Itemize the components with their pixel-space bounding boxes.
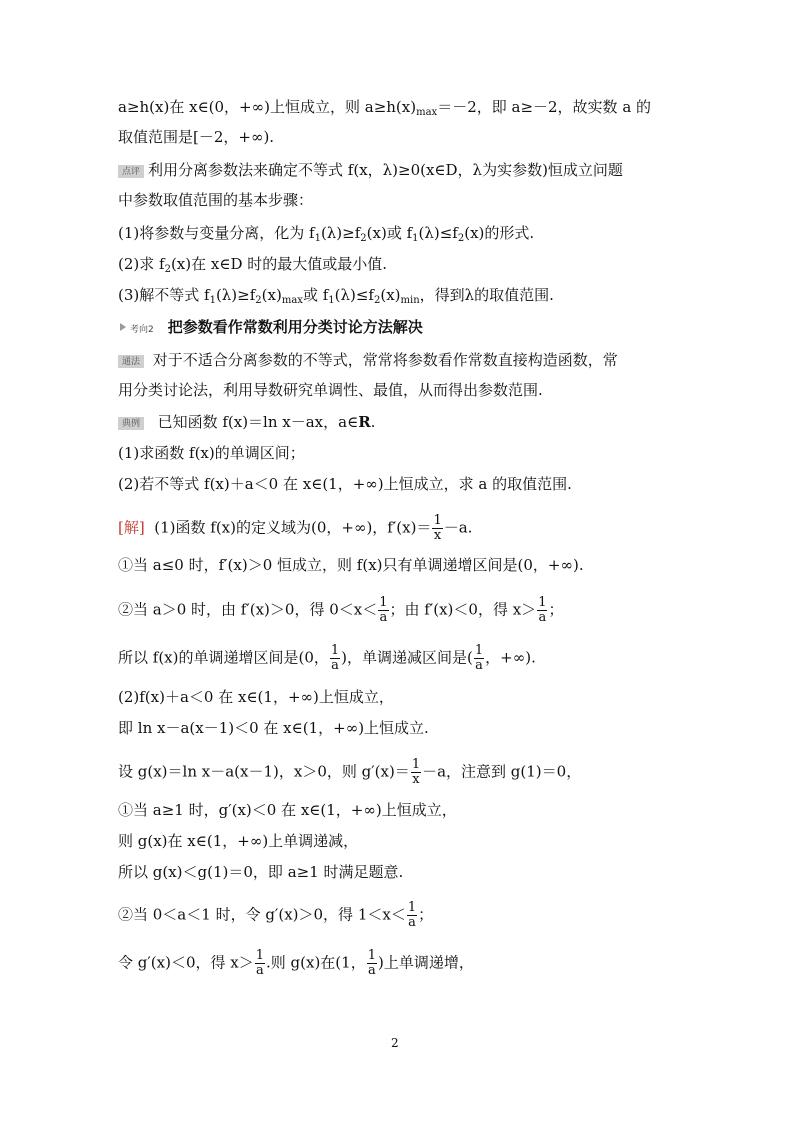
fraction: $\frac{1}{a}$ [538,595,547,625]
fraction: $\frac{1}{a}$ [330,643,340,673]
solution-line: [解] (1)函数 f(x)的定义域为(0，+∞)，f′(x)＝ $\frac{1}{x}$ －a. [118,513,473,543]
fraction: $\frac{1}{a}$ [474,643,484,673]
fraction: $\frac{1}{x}$ [433,513,442,543]
question-2: (2)若不等式 f(x)＋a＜0 在 x∈(1，+∞)上恒成立，求 a 的取值范围. [118,475,572,493]
solution-line: 令 g′(x)＜0，得 x＞ $\frac{1}{a}$ .则 g(x)在(1， $\frac{1}{a}$ )上单调递增， [118,948,474,978]
solution-line: 则 g(x)在 x∈(1，+∞)上单调递减， [118,832,359,850]
solution-line: ①当 a≤0 时，f′(x)＞0 恒成立，则 f(x)只有单调递增区间是(0，+∞). [118,556,584,574]
fraction: $\frac{1}{a}$ [367,948,376,978]
example-line: 典例 已知函数 f(x)＝ln x－ax，a∈R. [118,412,375,432]
solution-line: ①当 a≥1 时，g′(x)＜0 在 x∈(1，+∞)上恒成立， [118,801,457,819]
tongfa-tag: 通法 [118,355,144,368]
solution-line: ②当 a＞0 时，由 f′(x)＞0，得 0＜x＜ $\frac{1}{a}$ ；由 f′(x)＜0，得 x＞ $\frac{1}{a}$ ； [118,595,564,625]
dianping-tag: 点评 [118,165,144,178]
fraction: $\frac{1}{a}$ [255,948,264,978]
triangle-icon [120,323,126,331]
text-line: a≥h(x)在 x∈(0，+∞)上恒成立，则 $a\ge h(x)_{max}=-2$，即 a≥－2，故实数 a 的 [118,98,652,118]
step-1: (1)将参数与变量分离，化为 $f_1(\lambda)\ge f_2(x)$或 $f_1(\lambda)\le f_2(x)$的形式. [118,224,535,244]
text-line: 用分类讨论法，利用导数研究单调性、最值，从而得出参数范围. [118,381,543,399]
text-line: 中参数取值范围的基本步骤： [118,191,314,209]
step-2: (2)求 $f_2(x)$在 x∈D 时的最大值或最小值. [118,255,388,275]
solution-line: 所以 g(x)＜g(1)＝0，即 a≥1 时满足题意. [118,863,404,881]
dianli-tag: 典例 [118,417,144,430]
page-number: 2 [391,1036,399,1050]
solution-line: (2)f(x)＋a＜0 在 x∈(1，+∞)上恒成立， [118,688,394,706]
solution-line: ②当 0＜a＜1 时，令 g′(x)＞0，得 1＜x＜ $\frac{1}{a}$ ； [118,900,434,930]
solution-line: 即 ln x－a(x－1)＜0 在 x∈(1，+∞)上恒成立. [118,719,429,737]
step-3: (3)解不等式 $f_1(\lambda)\ge f_2(x)_{max}$或 $f_1(\lambda)\le f_2(x)_{min}$，得到λ的取值范围. [118,286,554,306]
fraction: $\frac{1}{a}$ [379,595,388,625]
text-line: 取值范围是[－2，+∞). [118,128,275,146]
solution-line: 所以 f(x)的单调递增区间是(0， $\frac{1}{a}$ )，单调递减区间是( $\frac{1}{a}$ ，+∞). [118,643,536,673]
fraction: $\frac{1}{a}$ [407,900,417,930]
question-1: (1)求函数 f(x)的单调区间； [118,444,305,462]
text-line: 点评 利用分离参数法来确定不等式 f(x，λ)≥0(x∈D，λ为实参数)恒成立问题 [118,160,623,180]
jie-label: [解] [118,518,145,537]
solution-line: 设 g(x)＝ln x－a(x－1)，x＞0，则 g′(x)＝ $\frac{1}{x}$ －a，注意到 g(1)＝0， [118,757,582,787]
text-line: 通法 对于不适合分离参数的不等式，常常将参数看作常数直接构造函数，常 [118,350,618,370]
fraction: $\frac{1}{x}$ [411,757,421,787]
kaoxiang-heading: 考向2 把参数看作常数利用分类讨论方法解决 [120,317,423,340]
